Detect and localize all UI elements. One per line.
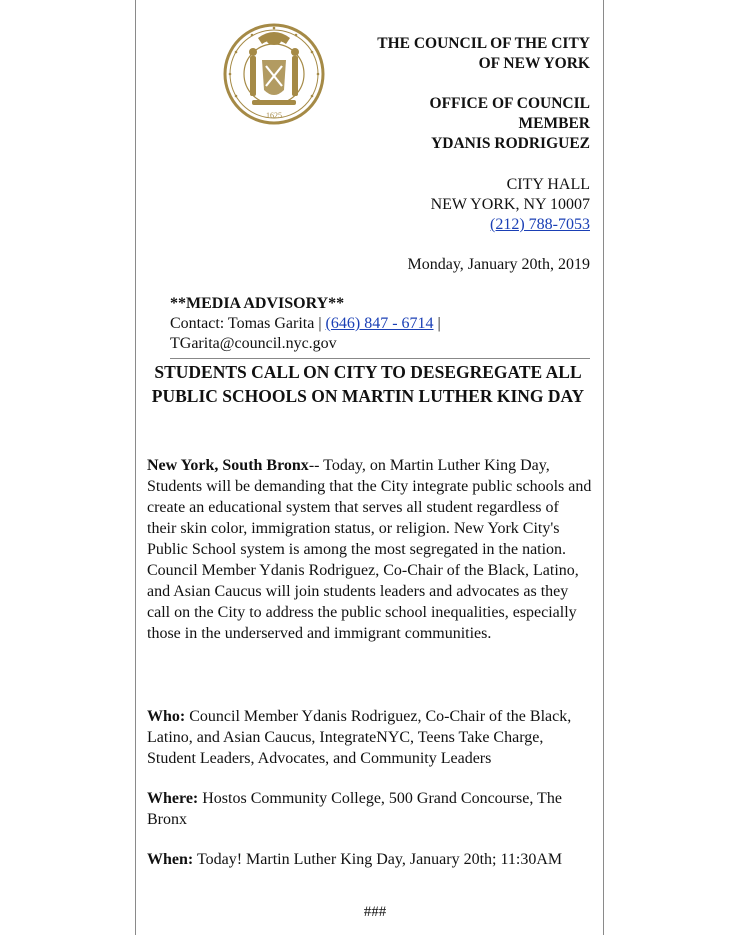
when-section: [147, 849, 592, 870]
contact-line: [170, 314, 590, 334]
who-text: Council Member Ydanis Rodriguez, Co-Chair of the Black, Latino, and Asian Caucus, IntegrateNYC, Teens Take Charge, Student Leaders, Advocates, and Community Leaders: [147, 708, 572, 767]
advisory-label: **MEDIA ADVISORY**: [170, 295, 345, 312]
when-label: When:: [147, 851, 194, 868]
contact-email: TGarita@council.nyc.gov: [170, 335, 337, 352]
when-text: Today! Martin Luther King Day, January 20th; 11:30AM: [193, 851, 563, 868]
divider: [170, 358, 590, 359]
where-section: [147, 788, 592, 830]
dateline: New York, South Bronx: [147, 457, 309, 474]
address-line-1: CITY HALL: [506, 176, 590, 193]
contact-phone-link[interactable]: (646) 847 - 6714: [325, 315, 434, 332]
headline: STUDENTS CALL ON CITY TO DESEGREGATE ALL PUBLIC SCHOOLS ON MARTIN LUTHER KING DAY: [151, 362, 585, 406]
office-line-1: OFFICE OF COUNCIL: [429, 95, 590, 112]
contact-separator: |: [433, 315, 441, 332]
office-address: [431, 175, 590, 235]
council-name: [377, 34, 590, 74]
body-paragraph-text: -- Today, on Martin Luther King Day, Students will be demanding that the City integrate public schools and create an educational system that serves all student regardless of their skin color, immigration status, or religion. New York City's Public School system is among the most segregated in the nation. Council Member Ydanis Rodriguez, Co-Chair of the Black, Latino, and Asian Caucus will join students leaders and advocates as they call on the City to address the public school inequalities, especially those in the underserved and immigrant communities.: [147, 457, 592, 642]
nyc-council-seal-icon: [222, 20, 326, 128]
office-name: [430, 94, 590, 154]
where-label: Where:: [147, 790, 199, 807]
contact-name: Contact: Tomas Garita |: [170, 315, 326, 332]
who-label: Who:: [147, 708, 186, 725]
office-line-3: YDANIS RODRIGUEZ: [431, 135, 590, 152]
release-date: Monday, January 20th, 2019: [407, 256, 590, 273]
office-line-2: MEMBER: [518, 115, 590, 132]
where-text: Hostos Community College, 500 Grand Concourse, The Bronx: [147, 790, 562, 828]
body-paragraph: [147, 455, 592, 644]
media-advisory: [170, 294, 590, 354]
end-mark: ###: [363, 904, 387, 920]
address-line-2: NEW YORK, NY 10007: [430, 196, 590, 213]
office-phone-link[interactable]: (212) 788-7053: [490, 216, 590, 233]
council-name-line-1: THE COUNCIL OF THE CITY: [377, 35, 590, 52]
council-name-line-2: OF NEW YORK: [478, 55, 590, 72]
seal-year: 1625: [266, 111, 282, 120]
who-section: [147, 706, 592, 769]
